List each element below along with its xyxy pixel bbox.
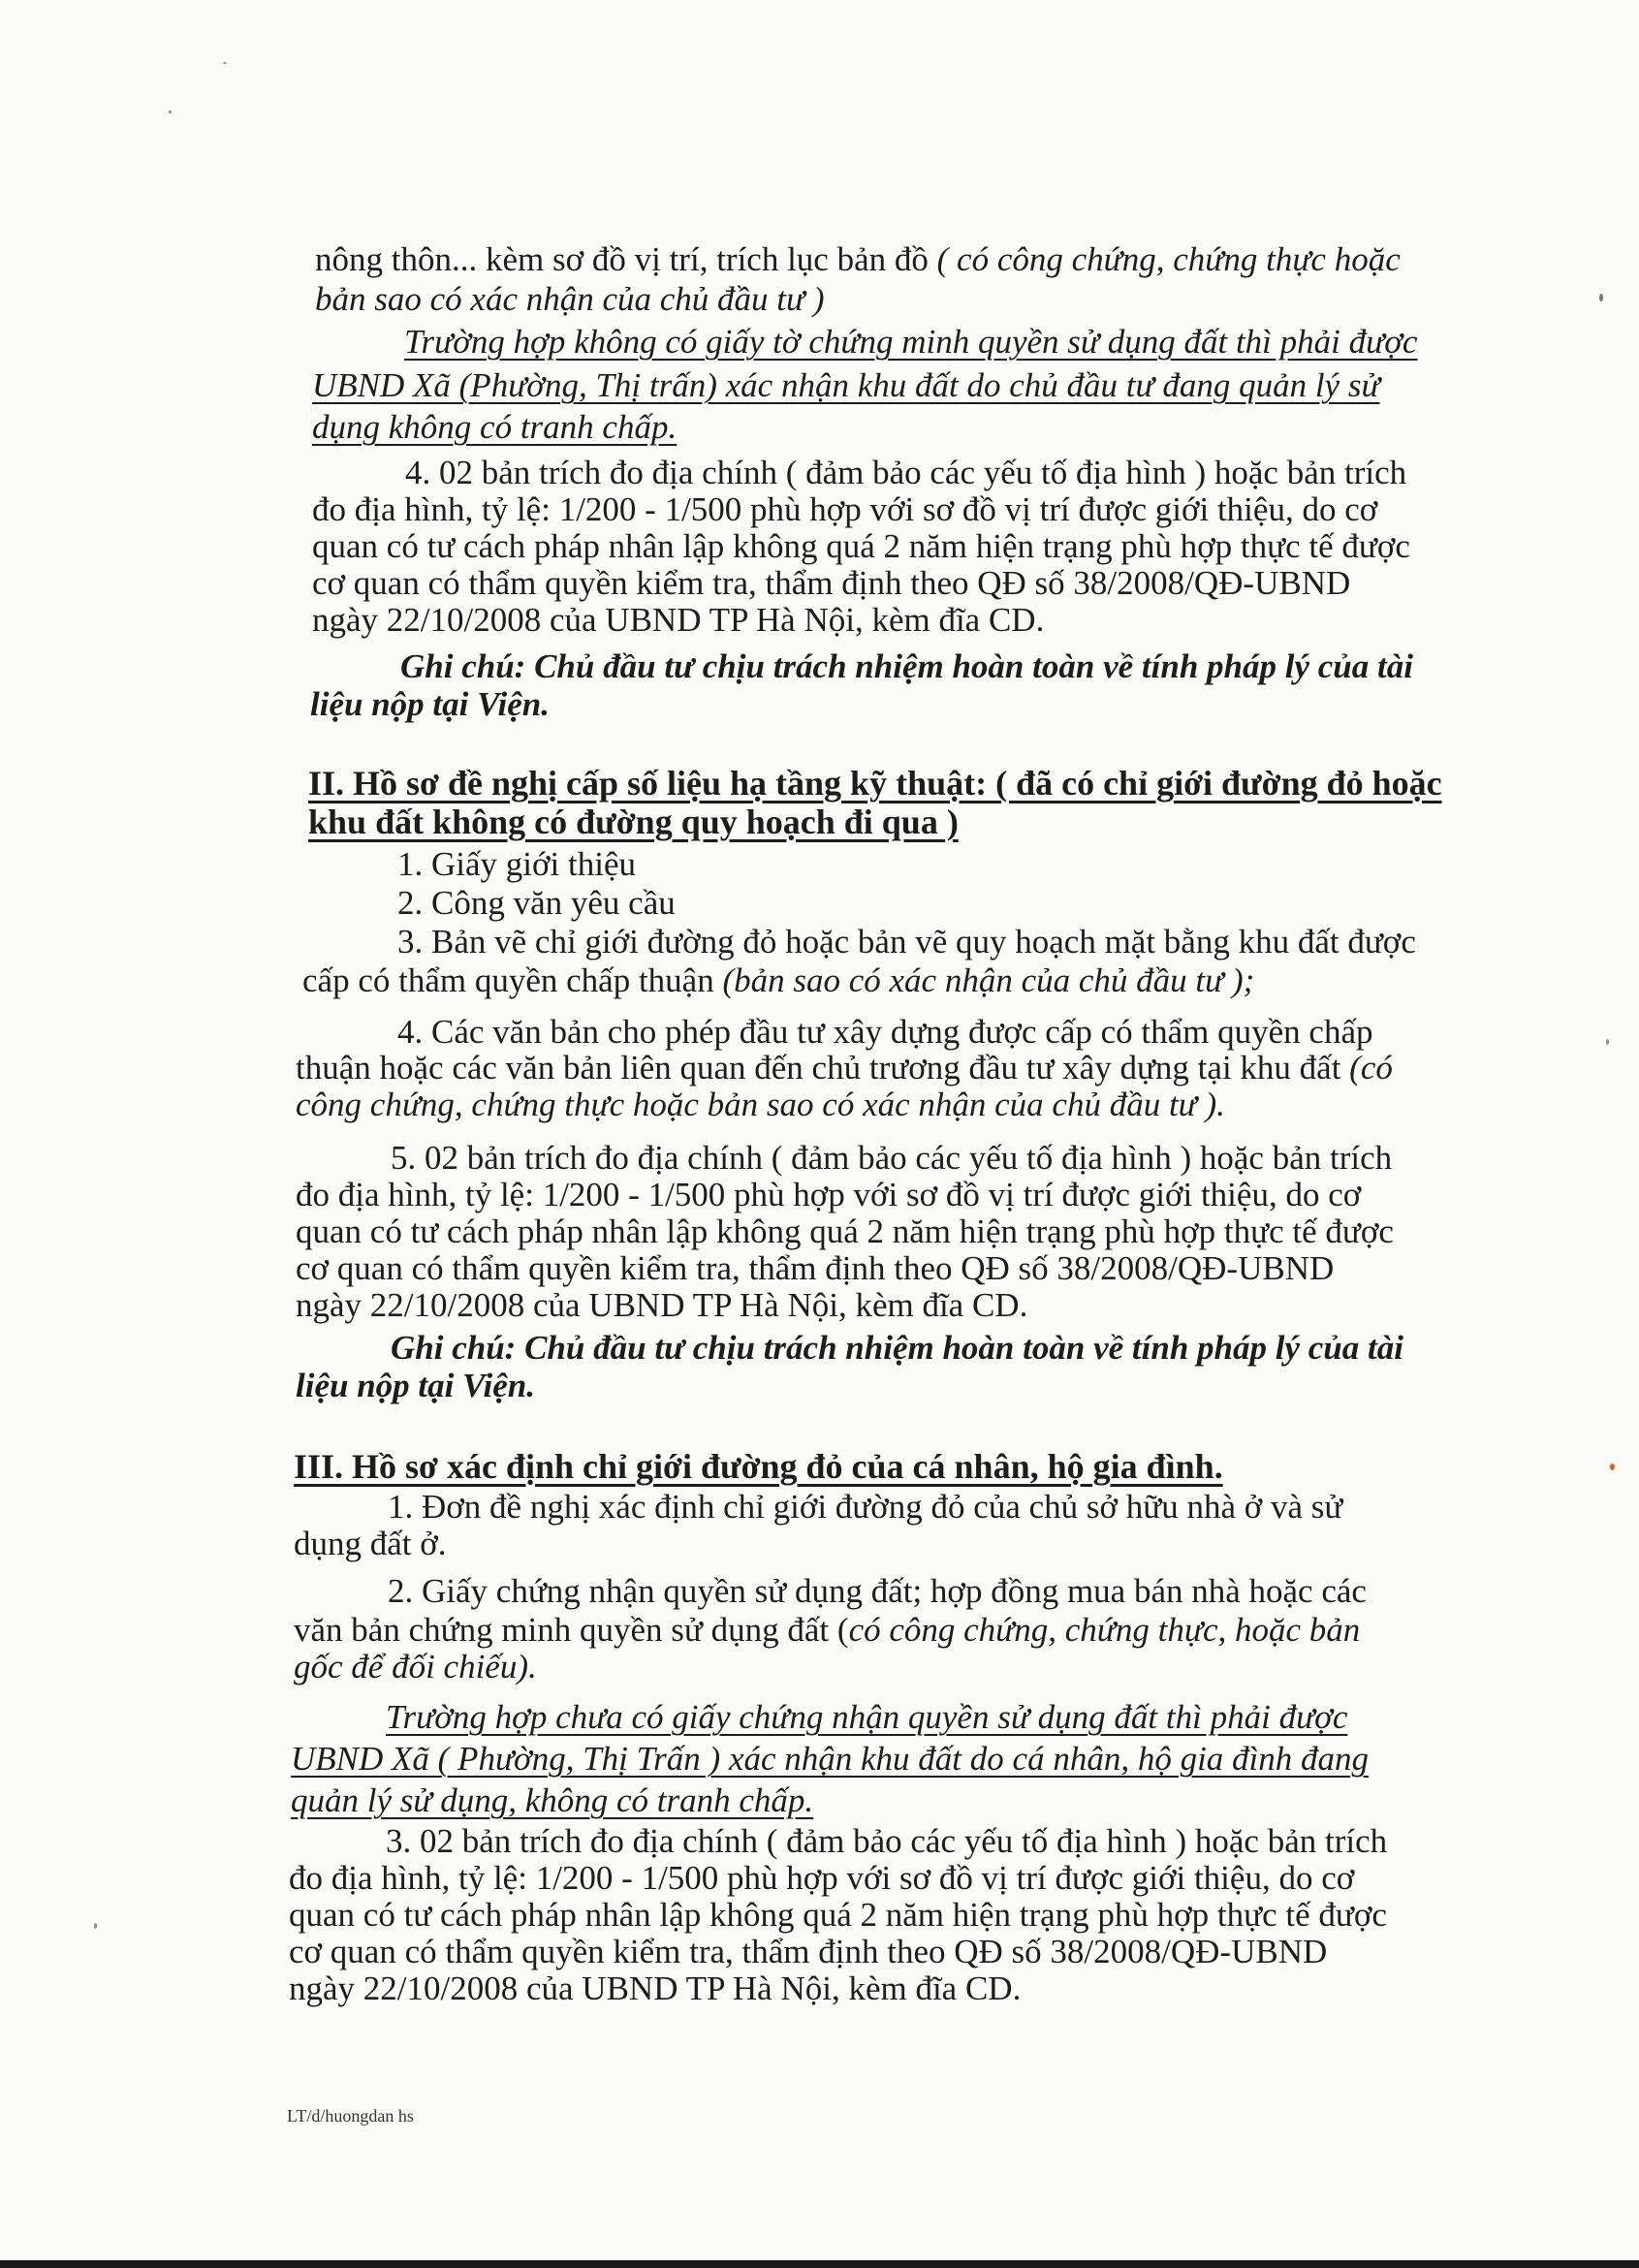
section2-item1: 1. Giấy giới thiệu [397,845,636,883]
section3-item1-line2: dụng đất ở. [294,1525,447,1562]
p3-line4: cơ quan có thẩm quyền kiểm tra, thẩm định theo QĐ số 38/2008/QĐ-UBND [312,564,1351,602]
section3-item2-line1: 2. Giấy chứng nhận quyền sử dụng đất; hợp đồng mua bán nhà hoặc các [388,1572,1367,1610]
note1-line2: liệu nộp tại Viện. [310,685,550,723]
section3-item1-line1: 1. Đơn đề nghị xác định chỉ giới đường đỏ của chủ sở hữu nhà ở và sử [388,1488,1343,1526]
section2-item3-italic: (bản sao có xác nhận của chủ đầu tư ); [722,961,1255,999]
p3-line5: ngày 22/10/2008 của UBND TP Hà Nội, kèm đĩa CD. [312,601,1045,639]
p3-line3: quan có tư cách pháp nhân lập không quá 2 năm hiện trạng phù hợp thực tế được [312,527,1410,565]
section3-item3-line1: 3. 02 bản trích đo địa chính ( đảm bảo các yếu tố địa hình ) hoặc bản trích [386,1822,1388,1860]
p2-line1: Trường hợp không có giấy tờ chứng minh quyền sử dụng đất thì phải được [404,323,1418,361]
p1-line1-italic: ( có công chứng, chứng thực hoặc [936,240,1401,278]
section3-item3-line4: cơ quan có thẩm quyền kiểm tra, thẩm định theo QĐ số 38/2008/QĐ-UBND [289,1933,1328,1970]
section2-item4-italic: (có [1349,1049,1393,1087]
section3-item2-line3: gốc để đối chiếu). [294,1648,537,1685]
scan-bottom-edge [0,2260,1639,2268]
section2-note-line1: Ghi chú: Chủ đầu tư chịu trách nhiệm hoàn toàn về tính pháp lý của tài [391,1329,1403,1367]
scan-speck [223,62,227,64]
section2-item4-line3: công chứng, chứng thực hoặc bản sao có xác nhận của chủ đầu tư ). [296,1086,1225,1123]
scan-speck [169,110,172,113]
p3-line1: 4. 02 bản trích đo địa chính ( đảm bảo các yếu tố địa hình ) hoặc bản trích [405,454,1407,491]
section2-item4-line2 [296,1049,1393,1087]
p2-line2: UBND Xã (Phường, Thị trấn) xác nhận khu đất do chủ đầu tư đang quản lý sử [312,366,1380,404]
p1-line1 [315,240,1401,279]
section3-item3-line3: quan có tư cách pháp nhân lập không quá 2 năm hiện trạng phù hợp thực tế được [289,1896,1387,1934]
section2-item5-line5: ngày 22/10/2008 của UBND TP Hà Nội, kèm đĩa CD. [296,1286,1028,1324]
p1-line1-text: nông thôn... kèm sơ đồ vị trí, trích lục bản đồ [315,240,937,278]
section3-item2-line2 [294,1611,1360,1650]
section2-item4-text: thuận hoặc các văn bản liên quan đến chủ trương đầu tư xây dựng tại khu đất [296,1049,1350,1087]
section2-item5-line4: cơ quan có thẩm quyền kiểm tra, thẩm định theo QĐ số 38/2008/QĐ-UBND [296,1249,1335,1287]
footer-reference: LT/d/huongdan hs [287,2106,414,2126]
section2-item5-line3: quan có tư cách pháp nhân lập không quá 2 năm hiện trạng phù hợp thực tế được [296,1213,1394,1250]
section3-item3-line5: ngày 22/10/2008 của UBND TP Hà Nội, kèm đĩa CD. [289,1969,1022,2007]
section2-item5-line2: đo địa hình, tỷ lệ: 1/200 - 1/500 phù hợp với sơ đồ vị trí được giới thiệu, do cơ [296,1176,1362,1213]
section3-note-line3: quản lý sử dụng, không có tranh chấp. [291,1781,814,1819]
section3-item2-italic: có công chứng, chứng thực, hoặc bản [848,1611,1361,1649]
section3-heading: III. Hồ sơ xác định chỉ giới đường đỏ của cá nhân, hộ gia đình. [294,1447,1223,1486]
section2-note-line2: liệu nộp tại Viện. [296,1367,535,1404]
scan-speck [1599,294,1603,301]
p3-line2: đo địa hình, tỷ lệ: 1/200 - 1/500 phù hợp với sơ đồ vị trí được giới thiệu, do cơ [312,490,1378,528]
section2-item2: 2. Công văn yêu cầu [397,884,676,922]
p1-line2: bản sao có xác nhận của chủ đầu tư ) [315,280,825,318]
section2-item5-line1: 5. 02 bản trích đo địa chính ( đảm bảo các yếu tố địa hình ) hoặc bản trích [391,1139,1393,1177]
section2-item4-line1: 4. Các văn bản cho phép đầu tư xây dựng được cấp có thẩm quyền chấp [397,1013,1373,1051]
section2-item3-text: cấp có thẩm quyền chấp thuận [302,961,723,999]
note1-line1: Ghi chú: Chủ đầu tư chịu trách nhiệm hoàn toàn về tính pháp lý của tài [400,647,1413,685]
section2-heading-line1: II. Hồ sơ đề nghị cấp số liệu hạ tầng kỹ thuật: ( đã có chỉ giới đường đỏ hoặc [308,764,1442,803]
section2-item3-line1: 3. Bản vẽ chỉ giới đường đỏ hoặc bản vẽ quy hoạch mặt bằng khu đất được [397,923,1416,961]
section3-note-line1: Trường hợp chưa có giấy chứng nhận quyền sử dụng đất thì phải được [386,1698,1348,1736]
section2-item3-line2 [302,961,1254,1000]
section3-item3-line2: đo địa hình, tỷ lệ: 1/200 - 1/500 phù hợp với sơ đồ vị trí được giới thiệu, do cơ [289,1859,1355,1897]
section3-note-line2: UBND Xã ( Phường, Thị Trấn ) xác nhận khu đất do cá nhân, hộ gia đình đang [291,1740,1370,1778]
section3-item2-text: văn bản chứng minh quyền sử dụng đất ( [294,1611,849,1649]
section2-heading-line2: khu đất không có đường quy hoạch đi qua ) [308,803,959,841]
scan-speck [94,1923,97,1929]
scan-speck-orange [1610,1464,1615,1470]
scan-speck [1606,1039,1609,1045]
p2-line3: dụng không có tranh chấp. [312,408,678,446]
